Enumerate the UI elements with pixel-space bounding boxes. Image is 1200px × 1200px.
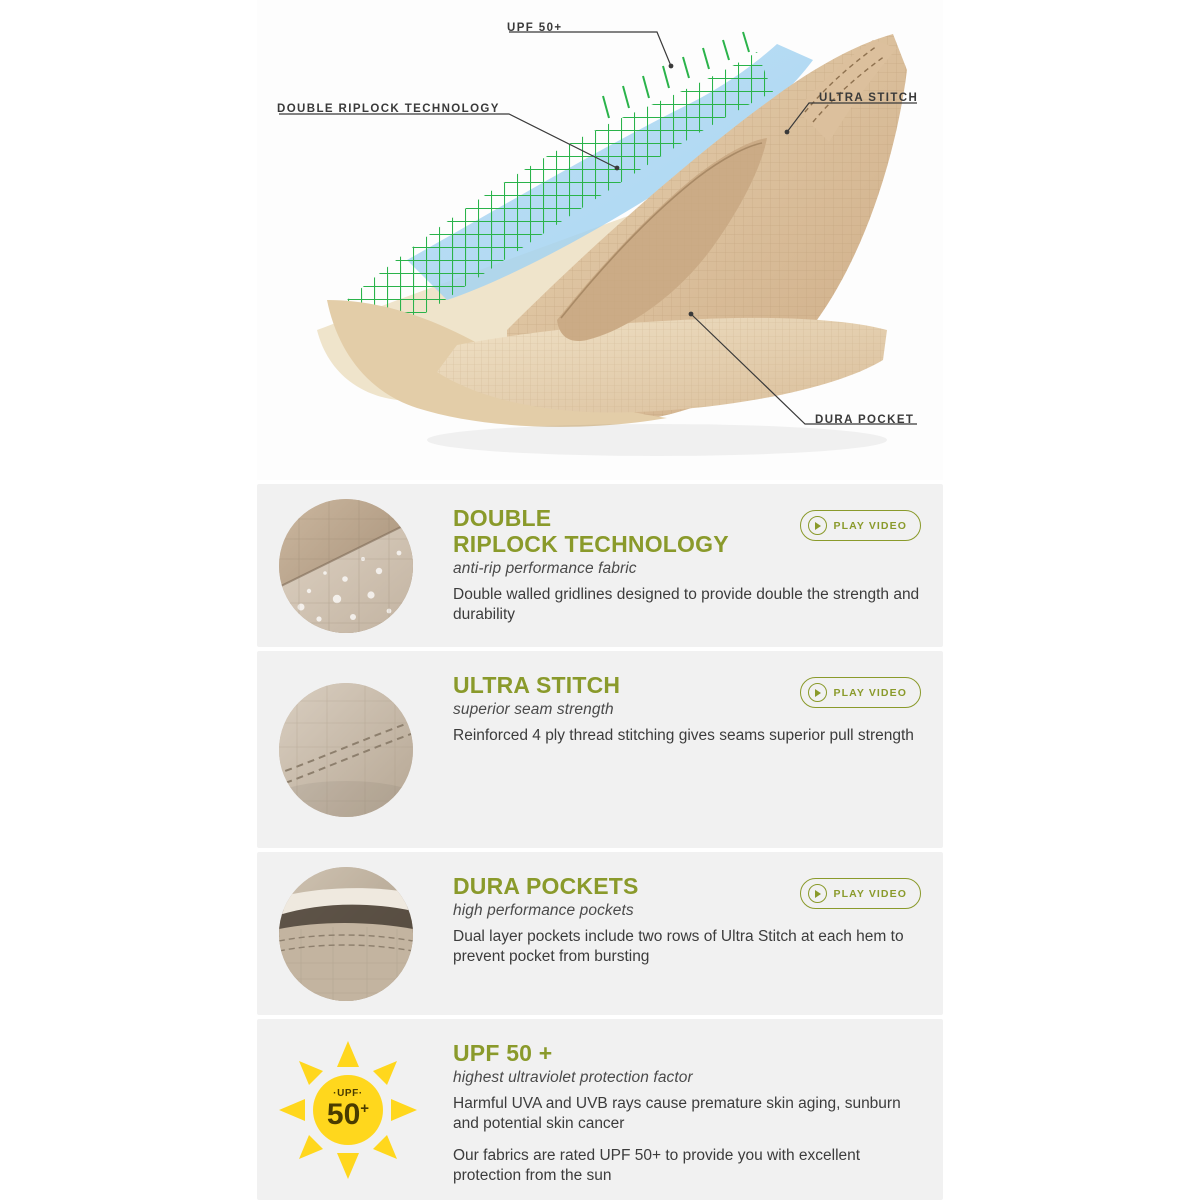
feature-subtitle-dura-pockets: high performance pockets bbox=[453, 901, 634, 919]
hero-diagram bbox=[257, 0, 943, 480]
feature-title-upf: UPF 50 + bbox=[453, 1040, 553, 1066]
feature-subtitle-upf: highest ultraviolet protection factor bbox=[453, 1068, 693, 1086]
feature-content-upf bbox=[453, 1041, 921, 1187]
feature-title-line1: DOUBLE bbox=[453, 505, 552, 531]
play-video-label: PLAY VIDEO bbox=[833, 686, 907, 699]
thumbnail-dura-pockets bbox=[279, 867, 413, 1001]
feature-row-ultra-stitch bbox=[257, 651, 943, 848]
upf-badge bbox=[313, 1075, 383, 1145]
sun-icon bbox=[275, 1037, 421, 1183]
feature-description-ultra-stitch: Reinforced 4 ply thread stitching gives seams superior pull strength bbox=[453, 726, 914, 744]
feature-title-dura-pockets: DURA POCKETS bbox=[453, 873, 639, 899]
play-icon bbox=[808, 884, 827, 903]
feature-description-upf-2: Our fabrics are rated UPF 50+ to provide you with excellent protection from the sun bbox=[453, 1146, 861, 1185]
play-video-label: PLAY VIDEO bbox=[833, 887, 907, 900]
play-video-label: PLAY VIDEO bbox=[833, 519, 907, 532]
play-video-button-ultra-stitch[interactable] bbox=[800, 677, 921, 708]
feature-subtitle-double-riplock: anti-rip performance fabric bbox=[453, 559, 637, 577]
upf-badge-value: 50+ bbox=[326, 1098, 370, 1131]
callout-double-riplock: DOUBLE RIPLOCK TECHNOLOGY bbox=[277, 103, 500, 115]
play-video-button-dura-pockets[interactable] bbox=[800, 878, 921, 909]
feature-row-double-riplock bbox=[257, 484, 943, 647]
feature-row-upf bbox=[257, 1019, 943, 1200]
feature-description-upf: Harmful UVA and UVB rays cause premature skin aging, sunburn and potential skin cancer bbox=[453, 1094, 901, 1133]
upf-badge-label: ·UPF· bbox=[333, 1088, 363, 1099]
play-icon bbox=[808, 683, 827, 702]
callout-ultra-stitch: ULTRA STITCH bbox=[819, 92, 919, 104]
feature-title-line2: RIPLOCK TECHNOLOGY bbox=[453, 530, 729, 557]
play-icon bbox=[808, 516, 827, 535]
callout-dura-pocket: DURA POCKET bbox=[815, 414, 915, 426]
feature-description-double-riplock: Double walled gridlines designed to provide double the strength and durability bbox=[453, 585, 920, 623]
feature-row-dura-pockets bbox=[257, 852, 943, 1015]
callout-upf: UPF 50+ bbox=[507, 22, 563, 34]
feature-subtitle-ultra-stitch: superior seam strength bbox=[453, 700, 614, 718]
play-video-button-double-riplock[interactable] bbox=[800, 510, 921, 541]
feature-description-dura-pockets: Dual layer pockets include two rows of Ultra Stitch at each hem to prevent pocket from bursting bbox=[453, 927, 904, 966]
feature-title-ultra-stitch: ULTRA STITCH bbox=[453, 672, 621, 698]
thumbnail-double-riplock bbox=[279, 499, 413, 633]
thumbnail-ultra-stitch bbox=[279, 683, 413, 817]
fabric-construction-illustration bbox=[257, 0, 943, 480]
